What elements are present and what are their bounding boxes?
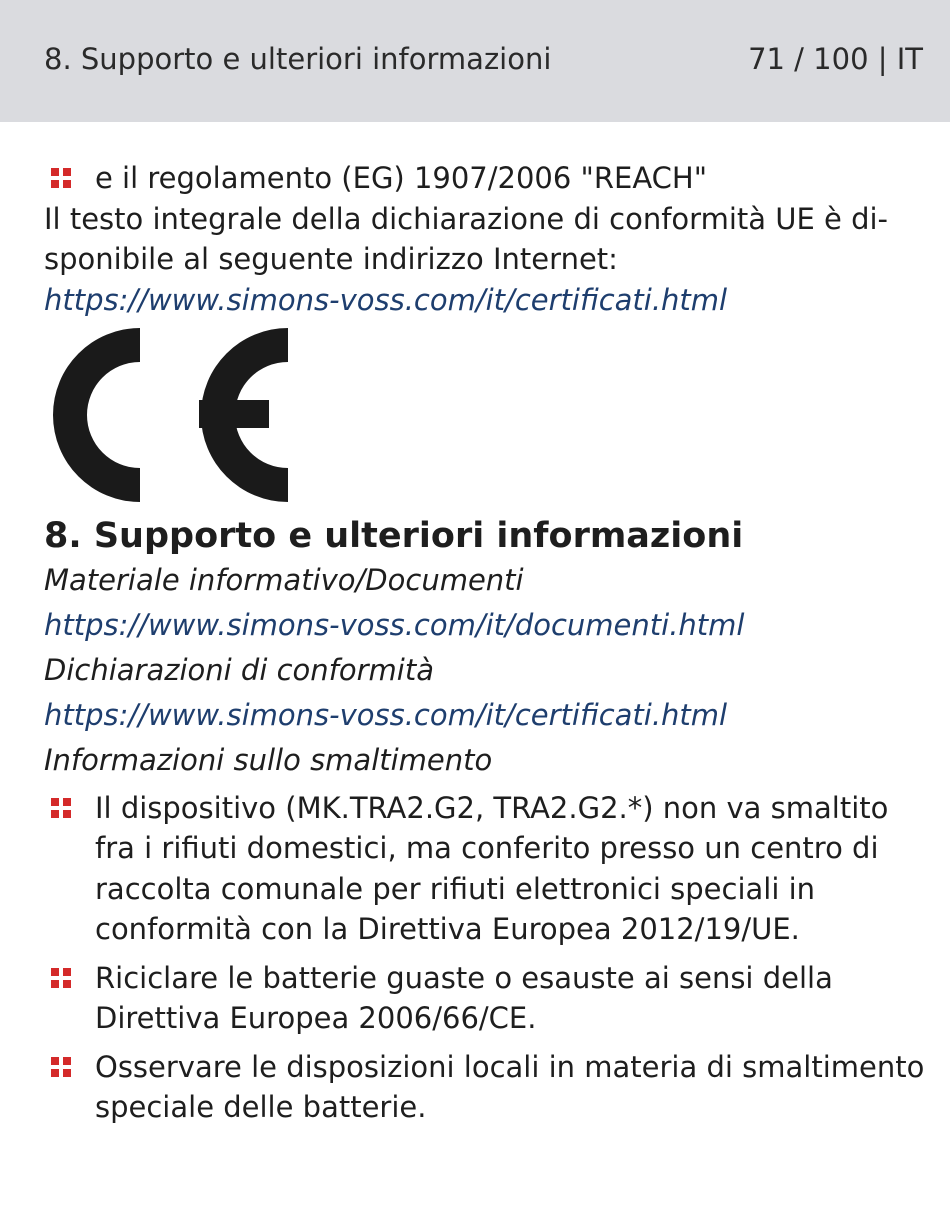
red-bullet-icon <box>51 968 71 988</box>
list-item-text: Riciclare le batterie guaste o esauste ai sensi della Direttiva Europea 2006/66/CE. <box>95 960 833 1035</box>
documents-link[interactable]: https://www.simons-voss.com/it/documenti.html <box>44 607 745 642</box>
list-item <box>44 158 934 199</box>
conformity-paragraph <box>44 199 934 280</box>
red-bullet-icon <box>51 168 71 188</box>
documents-label: Materiale informativo/Documenti <box>44 562 524 597</box>
list-item <box>44 788 934 950</box>
paragraph-line: Il testo integrale della dichiarazione di conformità UE è di- <box>44 201 889 236</box>
red-bullet-icon <box>51 798 71 818</box>
page-header <box>0 0 950 122</box>
disposal-label: Informazioni sullo smaltimento <box>44 742 493 777</box>
conformity-link[interactable]: https://www.simons-voss.com/it/certificati.html <box>44 697 728 732</box>
red-bullet-icon <box>51 1057 71 1077</box>
ce-mark-icon <box>44 328 288 502</box>
list-item <box>44 1047 934 1128</box>
conformity-label: Dichiarazioni di conformità <box>44 652 434 687</box>
certificates-link[interactable]: https://www.simons-voss.com/it/certificati.html <box>44 282 728 317</box>
section-heading: 8. Supporto e ulteriori informazioni <box>44 515 744 556</box>
list-item-text: Osservare le disposizioni locali in materia di smaltimento speciale delle batterie. <box>95 1049 925 1124</box>
list-item <box>44 958 934 1039</box>
header-title: 8. Supporto e ulteriori informazioni <box>44 42 552 76</box>
page-number: 71 / 100 | IT <box>748 42 923 76</box>
list-item-text: Il dispositivo (MK.TRA2.G2, TRA2.G2.*) non va smaltito fra i rifiuti domestici, ma conferito presso un centro di raccolta comunale per rifiuti elettronici speciali in conformità con la Direttiva Europea 2012/19/UE. <box>95 790 889 946</box>
list-item-text: e il regolamento (EG) 1907/2006 "REACH" <box>95 161 708 195</box>
page-content <box>44 158 934 1128</box>
paragraph-line: sponibile al seguente indirizzo Internet: <box>44 242 618 276</box>
